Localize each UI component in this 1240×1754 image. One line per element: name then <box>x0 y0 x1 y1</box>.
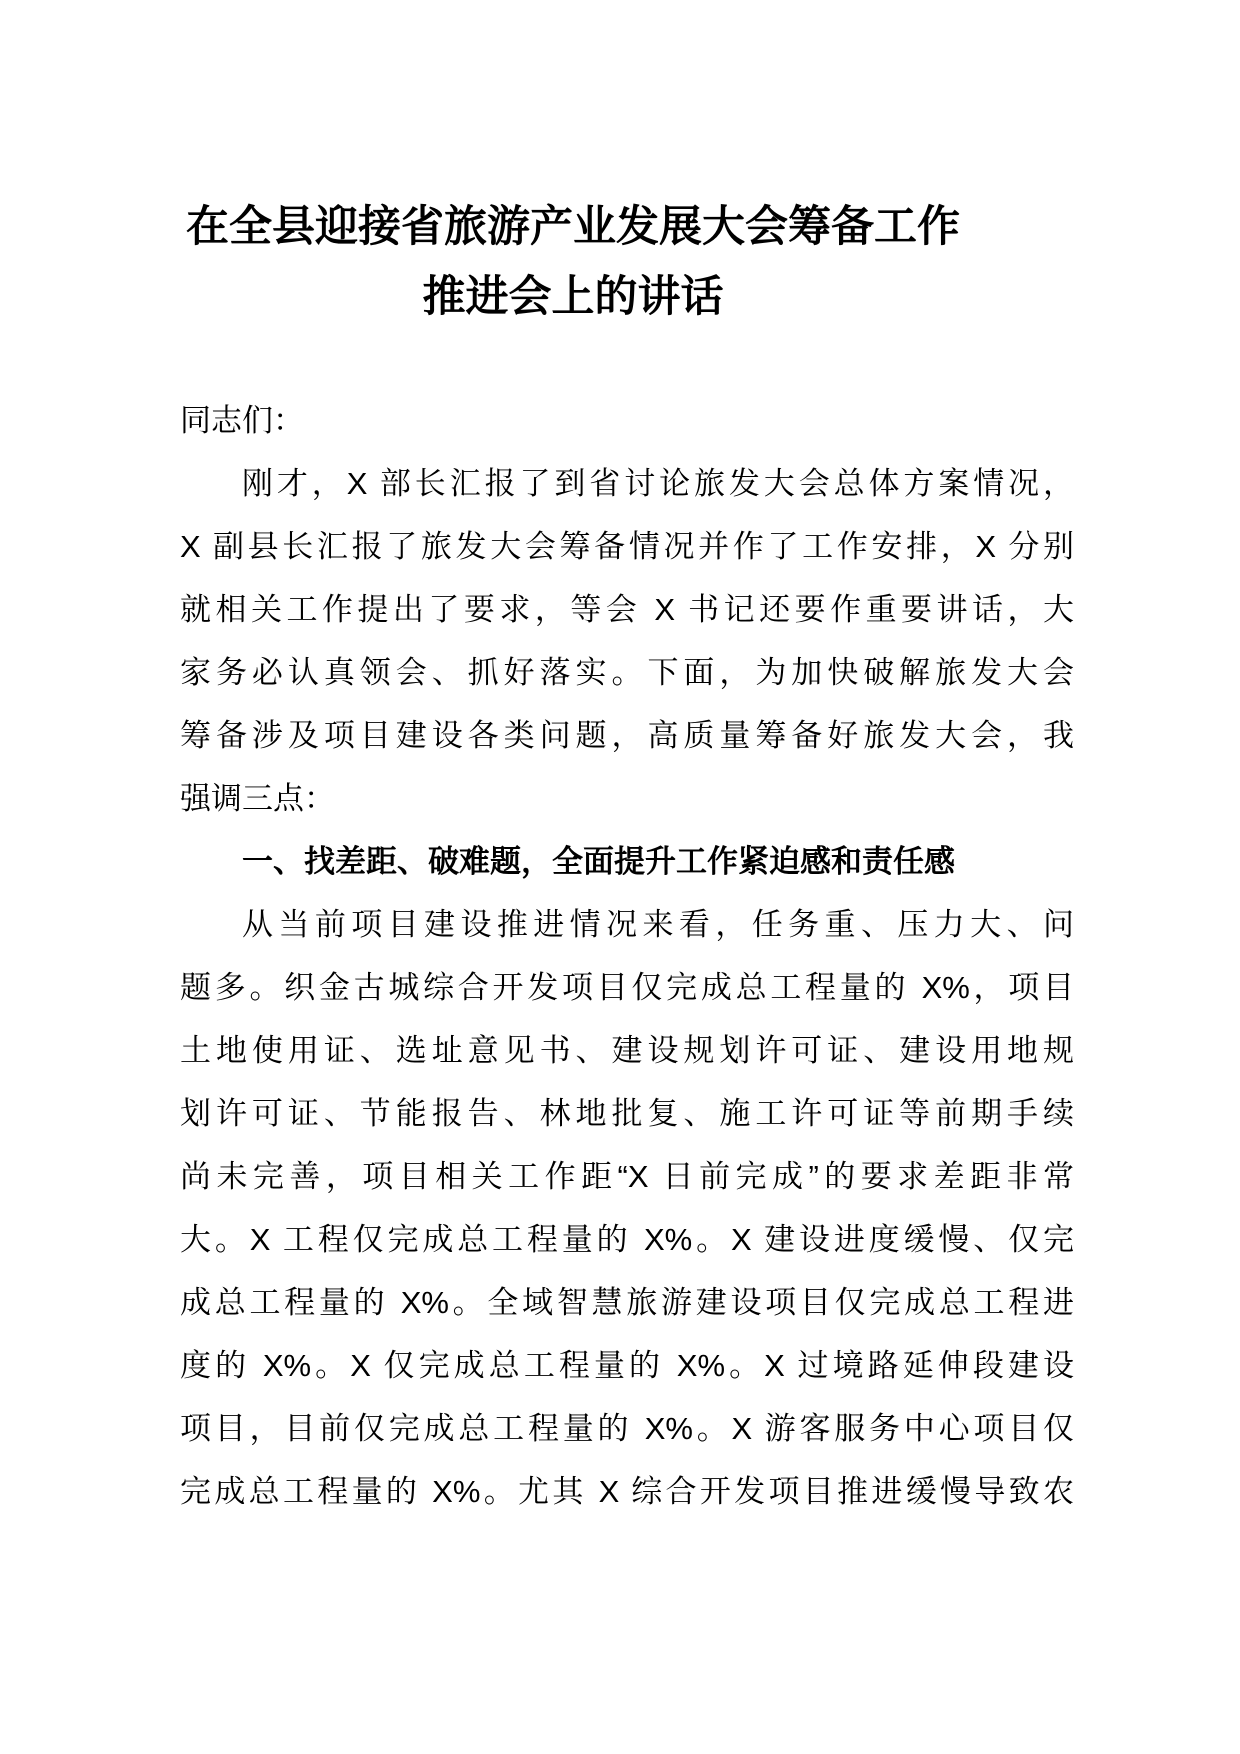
body-line: 从当前项目建设推进情况来看，任务重、压力大、问 <box>242 907 1074 942</box>
body-line: X 副县长汇报了旅发大会筹备情况并作了工作安排，X 分别 <box>180 529 1074 564</box>
body-line: 就相关工作提出了要求，等会 X 书记还要作重要讲话，大 <box>180 592 1074 627</box>
body-line: 题多。织金古城综合开发项目仅完成总工程量的 X%，项目 <box>180 970 1074 1005</box>
document-title-line-2: 推进会上的讲话 <box>422 273 724 321</box>
body-line: 筹备涉及项目建设各类问题，高质量筹备好旅发大会，我 <box>180 718 1074 753</box>
document-title <box>0 192 1146 332</box>
body-line: 成总工程量的 X%。全域智慧旅游建设项目仅完成总工程进 <box>180 1285 1074 1320</box>
body-line: 划许可证、节能报告、林地批复、施工许可证等前期手续 <box>180 1096 1074 1131</box>
body-line: 大。X 工程仅完成总工程量的 X%。X 建设进度缓慢、仅完 <box>180 1222 1074 1257</box>
body-line: 土地使用证、选址意见书、建设规划许可证、建设用地规 <box>180 1033 1074 1068</box>
document-body <box>180 389 1074 1523</box>
body-line: 完成总工程量的 X%。尤其 X 综合开发项目推进缓慢导致农 <box>180 1474 1074 1509</box>
body-line: 家务必认真领会、抓好落实。下面，为加快破解旅发大会 <box>180 655 1074 690</box>
document-title-line-1: 在全县迎接省旅游产业发展大会筹备工作 <box>186 203 960 251</box>
body-line: 强调三点： <box>180 781 335 816</box>
body-line: 尚未完善，项目相关工作距“X 日前完成”的要求差距非常 <box>180 1159 1074 1194</box>
body-line: 度的 X%。X 仅完成总工程量的 X%。X 过境路延伸段建设 <box>180 1348 1074 1383</box>
body-line: 项目，目前仅完成总工程量的 X%。X 游客服务中心项目仅 <box>180 1411 1074 1446</box>
body-line: 同志们： <box>180 403 304 438</box>
section-heading-line: 一、找差距、破难题，全面提升工作紧迫感和责任感 <box>242 844 955 879</box>
body-line: 刚才，X 部长汇报了到省讨论旅发大会总体方案情况， <box>242 466 1074 501</box>
